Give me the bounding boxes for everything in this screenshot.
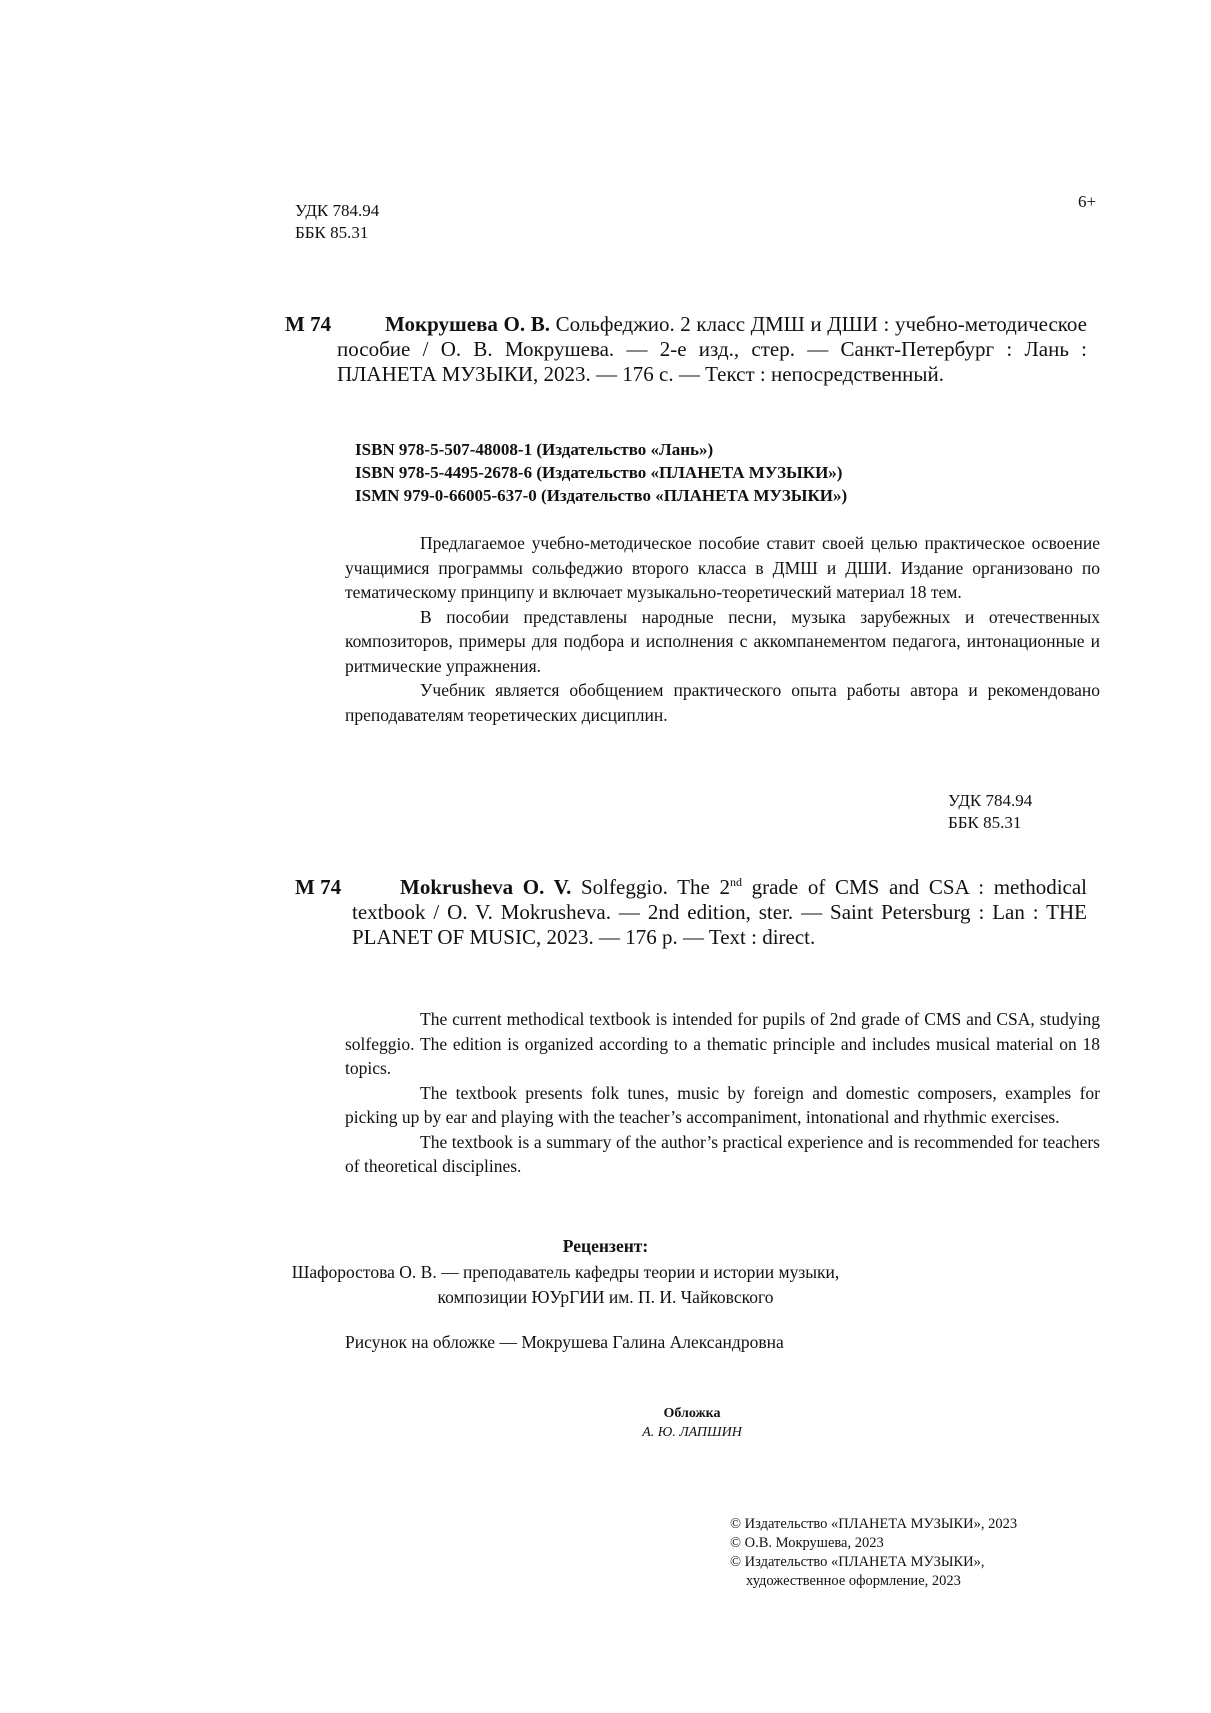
- abstract-paragraph: The textbook presents folk tunes, music by foreign and domestic composers, examples for picking up by ear and playing with the teacher’s accompaniment, intonational and rhythmic exercises.: [345, 1082, 1100, 1127]
- bbk-code: ББК 85.31: [295, 223, 369, 242]
- en-author-code: M 74: [295, 875, 342, 899]
- age-rating: 6+: [1078, 192, 1097, 211]
- isbn-line: ISBN 978-5-4495-2678-6 (Издательство «ПЛАНЕТА МУЗЫКИ»): [355, 463, 843, 482]
- reviewer-title: Рецензент:: [562, 1236, 649, 1256]
- udk-code: УДК 784.94: [948, 791, 1033, 810]
- reviewer-line: композиции ЮУрГИИ им. П. И. Чайковского: [437, 1287, 774, 1307]
- cover-art-credit: Рисунок на обложке — Мокрушева Галина Александровна: [345, 1332, 784, 1352]
- abstract-paragraph: В пособии представлены народные песни, музыка зарубежных и отечественных композиторов, примеры для подбора и исполнения с аккомпанементом педагога, интонационные и ритмические упражнения.: [345, 606, 1100, 676]
- udk-bbk-top: [295, 200, 379, 244]
- copyright-line: художественное оформление, 2023: [746, 1573, 961, 1589]
- en-author: Mokrusheva O. V.: [400, 875, 572, 899]
- copyright-line: © Издательство «ПЛАНЕТА МУЗЫКИ»,: [730, 1554, 985, 1570]
- abstract-paragraph: The textbook is a summary of the author’s practical experience and is recommended for teachers of theoretical disciplines.: [345, 1131, 1100, 1176]
- ru-entry-text: Сольфеджио. 2 класс ДМШ и ДШИ : учебно-методическое пособие / О. В. Мокрушева. — 2-е изд., стер. — Санкт-Петербург : Лань : ПЛАНЕТА МУЗЫКИ, 2023. — 176 с. — Текст : непосредственный.: [337, 312, 1088, 386]
- en-entry-text: Solfeggio. The 2: [581, 875, 730, 899]
- copyright-line: © О.В. Мокрушева, 2023: [730, 1535, 884, 1551]
- udk-code: УДК 784.94: [295, 201, 380, 220]
- isbn-line: ISBN 978-5-507-48008-1 (Издательство «Лань»): [355, 440, 714, 459]
- abstract-paragraph: Учебник является обобщением практического опыта работы автора и рекомендовано преподавателям теоретических дисциплин.: [345, 680, 1100, 725]
- ru-author-code: М 74: [285, 312, 332, 336]
- reviewer-line: Шафоростова О. В. — преподаватель кафедры теории и истории музыки,: [291, 1262, 840, 1282]
- cover-designer: А. Ю. ЛАПШИН: [642, 1425, 742, 1440]
- isbn-block: [355, 438, 847, 507]
- reviewer-info: [0, 1260, 1211, 1310]
- cover-title: Обложка: [663, 1406, 721, 1421]
- en-entry-text: grade of CMS and CSA : methodical textbook / O. V. Mokrusheva. — 2nd edition, ster. — Saint Petersburg : Lan : THE PLANET OF MUSIC, 2023. — 176 p. — Text : direct.: [352, 875, 1088, 949]
- en-bibliographic-entry: [352, 875, 1087, 950]
- ordinal-suffix: nd: [729, 875, 742, 889]
- copyright-block: [730, 1515, 1017, 1591]
- ru-abstract: [345, 531, 1100, 727]
- udk-bbk-mid: [948, 790, 1032, 834]
- bbk-code: ББК 85.31: [948, 813, 1022, 832]
- ru-author: Мокрушева О. В.: [385, 312, 550, 336]
- copyright-line: © Издательство «ПЛАНЕТА МУЗЫКИ», 2023: [730, 1516, 1018, 1532]
- en-abstract: [345, 1007, 1100, 1179]
- ismn-line: ISMN 979-0-66005-637-0 (Издательство «ПЛАНЕТА МУЗЫКИ»): [355, 486, 848, 505]
- abstract-paragraph: Предлагаемое учебно-методическое пособие ставит своей целью практическое освоение учащимися программы сольфеджио второго класса в ДМШ и ДШИ. Издание организовано по тематическому принципу и включает музыкально-теоретический материал 18 тем.: [345, 533, 1100, 602]
- ru-bibliographic-entry: [337, 312, 1087, 387]
- abstract-paragraph: The current methodical textbook is intended for pupils of 2nd grade of CMS and CSA, studying solfeggio. The edition is organized according to a thematic principle and includes musical material on 18 topics.: [345, 1009, 1100, 1078]
